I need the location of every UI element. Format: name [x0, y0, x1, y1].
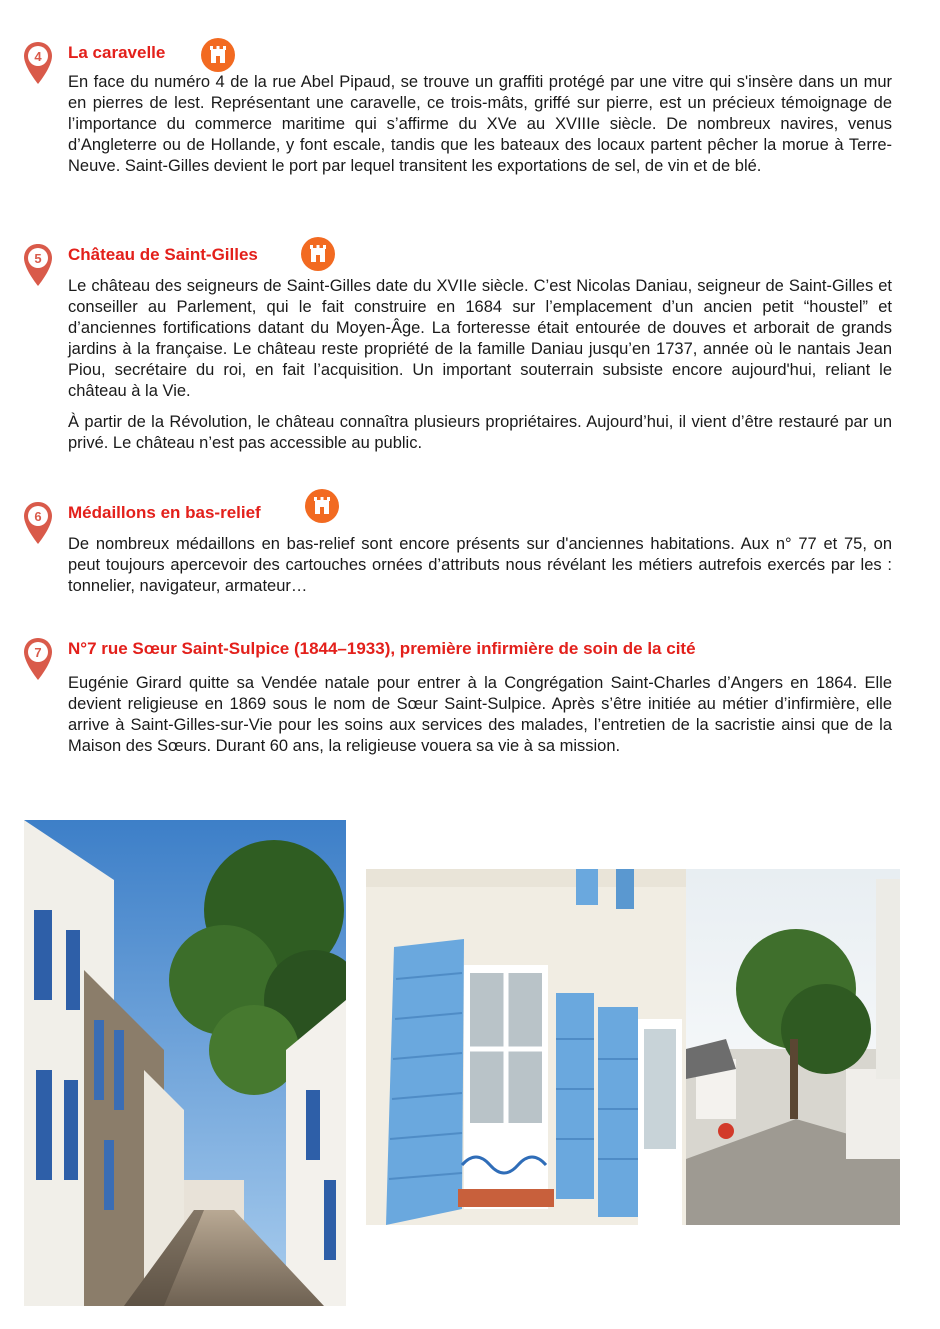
street-photo — [24, 820, 346, 1306]
section-chateau — [22, 242, 902, 472]
paragraph: Le château des seigneurs de Saint-Gilles date du XVIIe siècle. C’est Nicolas Daniau, seigneur de Saint-Gilles et conseiller au Parlement, qui le fait construire en 1684 sur l’emplacement d’un ancien petit “houstel” et d’anciennes fortifications datant du Moyen-Âge. La forteresse était entourée de douves et arborait de grands jardins à la française. Le château reste propriété de la famille Daniau jusqu’en 1737, année où le nantais Jean Piou, secrétaire du roi, en fait l’acquisition. Un important souterrain subsiste encore aujourd'hui, reliant le château à la Vie. — [68, 277, 892, 400]
pin-number: 7 — [34, 645, 42, 660]
castle-icon — [200, 37, 236, 73]
pin-number: 6 — [34, 509, 42, 524]
section-title: La caravelle — [68, 43, 166, 62]
paragraph: Eugénie Girard quitte sa Vendée natale pour entrer à la Congrégation Saint-Charles d’Angers en 1864. Elle devient religieuse en 1869 sous le nom de Sœur Saint-Sulpice. Après s’être initiée au métier d’infirmière, elle arrive à Saint-Gilles-sur-Vie pour les soins aux services des malades, l’entretien de la sacristie ainsi que de la Maison des Sœurs. Durant 60 ans, la religieuse vouera sa vie à sa mission. — [68, 674, 892, 755]
map-pin-icon — [22, 636, 54, 684]
house-photo — [366, 869, 900, 1225]
map-pin-icon — [22, 40, 54, 88]
castle-icon — [300, 236, 336, 272]
map-pin-icon — [22, 242, 54, 290]
pin-number: 4 — [34, 49, 42, 64]
map-pin-icon — [22, 500, 54, 548]
section-body — [68, 673, 892, 767]
section-body — [68, 72, 892, 187]
pin-number: 5 — [34, 251, 42, 266]
section-body — [68, 276, 892, 464]
section-title: Médaillons en bas-relief — [68, 503, 261, 522]
section-title: N°7 rue Sœur Saint-Sulpice (1844–1933), première infirmière de soin de la cité — [68, 639, 696, 658]
paragraph: En face du numéro 4 de la rue Abel Pipaud, se trouve un graffiti protégé par une vitre qui s'insère dans un mur en pierres de lest. Représentant une caravelle, ce trois-mâts, griffé sur pierre, est un précieux témoignage de l’importance du commerce maritime qui s’affirme du XVe au XVIIIe siècle. De nombreux navires, venus d’Angleterre ou de Hollande, y font escale, tandis que les bateaux des locaux partent pêcher la morue à Terre-Neuve. Saint-Gilles devient le port par lequel transitent les exportations de sel, de vin et de blé. — [68, 73, 892, 175]
castle-icon — [304, 488, 340, 524]
section-caravelle — [22, 40, 902, 210]
paragraph: De nombreux médaillons en bas-relief sont encore présents sur d'anciennes habitations. Aux n° 77 et 75, on peut toujours apercevoir des cartouches ornées d’attributs nous révélant les métiers autrefois exercés par les : tonnelier, navigateur, armateur… — [68, 535, 892, 595]
section-medaillons — [22, 500, 902, 610]
paragraph: À partir de la Révolution, le château connaîtra plusieurs propriétaires. Aujourd’hui, il vient d’être restauré par un privé. Le château n’est pas accessible au public. — [68, 413, 892, 452]
section-body — [68, 534, 892, 607]
section-title: Château de Saint-Gilles — [68, 245, 258, 264]
section-soeur-saint-sulpice — [22, 636, 902, 786]
